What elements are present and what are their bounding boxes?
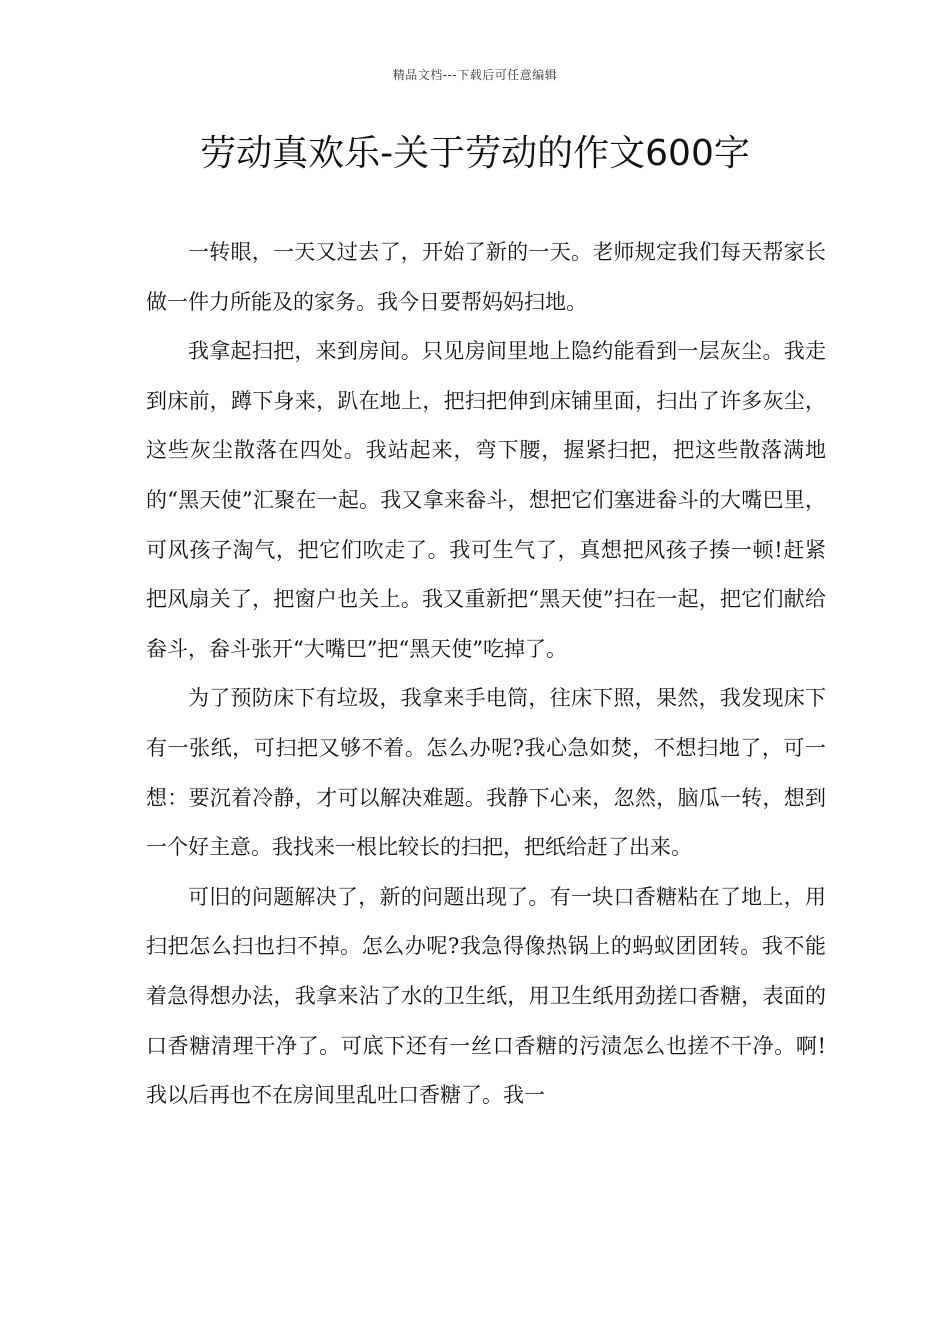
paragraph-3: 为了预防床下有垃圾，我拿来手电筒，往床下照，果然，我发现床下有一张纸，可扫把又够不着。怎么办呢?我心急如焚，不想扫地了，可一想：要沉着冷静，才可以解决难题。我静下心来，忽然，脑瓜一转，想到一个好主意。我找来一根比较长的扫把，把纸给赶了出来。 (146, 686, 826, 860)
article-body (146, 228, 826, 1121)
paragraph-2: 我拿起扫把，来到房间。只见房间里地上隐约能看到一层灰尘。我走到床前，蹲下身来，趴在地上，把扫把伸到床铺里面，扫出了许多灰尘，这些灰尘散落在四处。我站起来，弯下腰，握紧扫把，把这些散落满地的“黑天使”汇聚在一起。我又拿来畚斗，想把它们塞进畚斗的大嘴巴里，可风孩子淘气，把它们吹走了。我可生气了，真想把风孩子揍一顿!赶紧把风扇关了，把窗户也关上。我又重新把“黑天使”扫在一起，把它们献给畚斗，畚斗张开“大嘴巴”把“黑天使”吃掉了。 (146, 339, 826, 661)
header-note: 精品文档---下载后可任意编辑 (392, 68, 558, 82)
paragraph-4: 可旧的问题解决了，新的问题出现了。有一块口香糖粘在了地上，用扫把怎么扫也扫不掉。怎么办呢?我急得像热锅上的蚂蚁团团转。我不能着急得想办法，我拿来沾了水的卫生纸，用卫生纸用劲搓口香糖，表面的口香糖清理干净了。可底下还有一丝口香糖的污渍怎么也搓不干净。啊!我以后再也不在房间里乱吐口香糖了。我一 (146, 884, 826, 1108)
paragraph-1: 一转眼，一天又过去了，开始了新的一天。老师规定我们每天帮家长做一件力所能及的家务。我今日要帮妈妈扫地。 (146, 240, 826, 314)
page-title: 劳动真欢乐-关于劳动的作文600字 (200, 133, 750, 174)
